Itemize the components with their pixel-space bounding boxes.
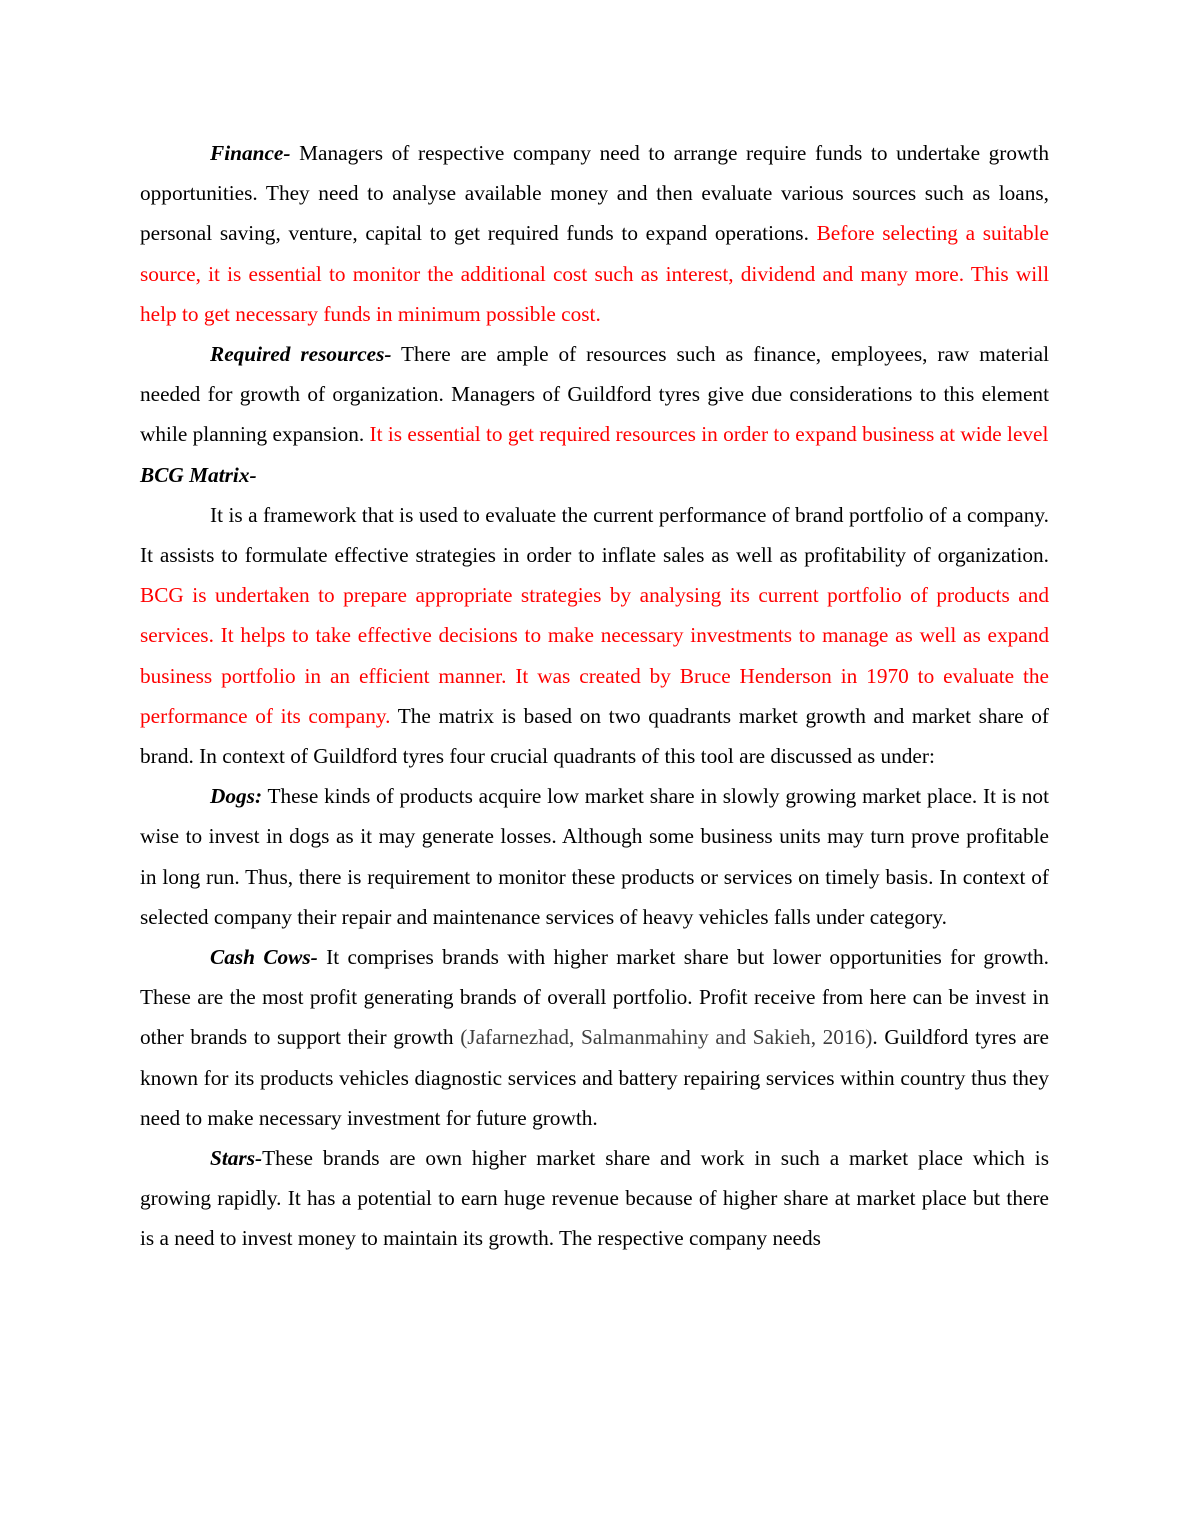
- bcg-heading-text: BCG Matrix-: [140, 462, 257, 487]
- finance-highlight: Before selecting a suitable source, it is essential to monitor the additional cost such as interest, dividend and many more. This will help to get necessary funds in minimum possible cost.: [140, 221, 1049, 326]
- resources-label: Required resources-: [210, 342, 392, 367]
- finance-text: Managers of respective company need to arrange require funds to undertake growth opportunities. They need to analyse available money and then evaluate various sources such as loans, personal saving, venture, capital to get required funds to expand operations.: [140, 141, 1049, 246]
- finance-label: Finance-: [210, 141, 291, 165]
- dogs-label: Dogs:: [210, 784, 263, 809]
- bcg-text-after: The matrix is based on two quadrants market growth and market share of brand. In context of Guildford tyres four crucial quadrants of this tool are discussed as under:: [140, 703, 1050, 769]
- document-page: [140, 133, 1049, 1259]
- resources-text: There are ample of resources such as finance, employees, raw material needed for growth of organization. Managers of Guildford tyres give due considerations to this element while planning expansion.: [140, 342, 1049, 447]
- paragraph-dogs: [140, 776, 1049, 937]
- cash-cows-label: Cash Cows-: [210, 945, 318, 970]
- resources-highlight: It is essential to get required resources in order to expand business at wide level: [369, 422, 1049, 447]
- paragraph-required-resources: [140, 334, 1049, 455]
- cash-cows-citation: (Jafarnezhad, Salmanmahiny and Sakieh, 2016): [460, 1025, 873, 1050]
- dogs-text: These kinds of products acquire low market share in slowly growing market place. It is not wise to invest in dogs as it may generate losses. Although some business units may turn prove profitable in long run. Thus, there is requirement to monitor these products or services on timely basis. In context of selected company their repair and maintenance services of heavy vehicles falls under category.: [140, 784, 1049, 929]
- paragraph-finance: [140, 133, 1049, 334]
- bcg-heading: [140, 455, 1049, 495]
- stars-text: These brands are own higher market share and work in such a market place which is growing rapidly. It has a potential to earn huge revenue because of higher share at market place but there is a need to invest money to maintain its growth. The respective company needs: [140, 1146, 1049, 1251]
- paragraph-stars: [140, 1138, 1049, 1259]
- paragraph-cash-cows: [140, 937, 1049, 1138]
- cash-cows-text-before: It comprises brands with higher market share but lower opportunities for growth. These are the most profit generating brands of overall portfolio. Profit receive from here can be invest in other brands to support their growth: [140, 945, 1050, 1050]
- stars-label: Stars-: [210, 1146, 263, 1171]
- paragraph-bcg-matrix: [140, 495, 1049, 776]
- bcg-text-before: It is a framework that is used to evaluate the current performance of brand portfolio of a company. It assists to formulate effective strategies in order to inflate sales as well as profitability of organization.: [140, 502, 1049, 568]
- bcg-highlight: BCG is undertaken to prepare appropriate strategies by analysing its current portfolio of products and services. It helps to take effective decisions to make necessary investments to manage as well as expand business portfolio in an efficient manner. It was created by Bruce Henderson in 1970 to evaluate the performance of its company.: [140, 583, 1049, 728]
- cash-cows-text-after: . Guildford tyres are known for its products vehicles diagnostic services and battery repairing services within country thus they need to make necessary investment for future growth.: [140, 1025, 1049, 1130]
